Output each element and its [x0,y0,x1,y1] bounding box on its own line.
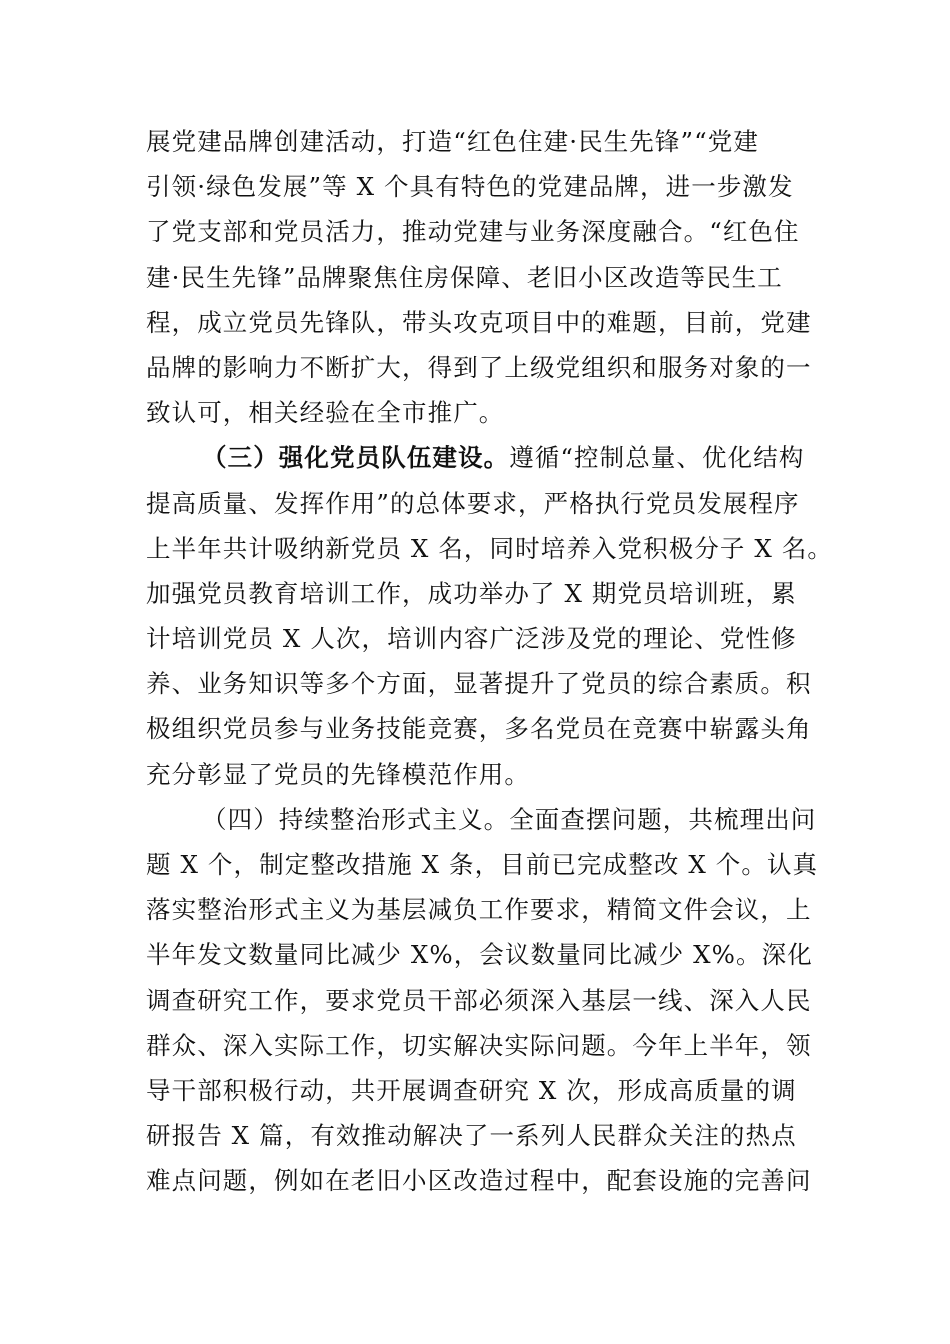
text-line: 调查研究工作，要求党员干部必须深入基层一线、深入人民 [146,985,812,1015]
text-line: 引领·绿色发展”等 X 个具有特色的党建品牌，进一步激发 [146,172,794,202]
text-line: 题 X 个，制定整改措施 X 条，目前已完成整改 X 个。认真 [146,850,819,879]
paragraph-1 [146,119,810,435]
text-line: 难点问题，例如在老旧小区改造过程中，配套设施的完善问 [146,1166,812,1196]
text-line: 群众、深入实际工作，切实解决实际问题。今年上半年，领 [146,1030,812,1060]
text-line: 展党建品牌创建活动，打造“红色住建·民生先锋”“党建 [146,127,759,156]
text-line: 导干部积极行动，共开展调查研究 X 次，形成高质量的调 [146,1075,797,1105]
text-line: 程，成立党员先锋队，带头攻克项目中的难题，目前，党建 [146,307,812,337]
text-line: 充分彰显了党员的先锋模范作用。 [146,759,530,789]
text-line: 品牌的影响力不断扩大，得到了上级党组织和服务对象的一 [146,352,812,382]
paragraph-first-line: （四）持续整治形式主义。全面查摆问题，共梳理出问 [202,804,817,834]
text-line: 上半年共计吸纳新党员 X 名，同时培养入党积极分子 X 名。 [146,533,834,563]
section-heading: （三）强化党员队伍建设。 [202,443,510,473]
text-line: 计培训党员 X 人次，培训内容广泛涉及党的理论、党性修 [146,624,797,654]
document-page [146,119,834,1204]
text-run: 遵循“控制总量、优化结构 [509,443,805,473]
text-line: 致认可，相关经验在全市推广。 [146,398,505,428]
text-line: 加强党员教育培训工作，成功举办了 X 期党员培训班，累 [146,578,797,608]
text-line: 建·民生先锋”品牌聚焦住房保障、老旧小区改造等民生工 [146,262,783,292]
text-line: 落实整治形式主义为基层减负工作要求，精简文件会议，上 [146,895,812,925]
text-line: 研报告 X 篇，有效推动解决了一系列人民群众关注的热点 [146,1121,797,1151]
paragraph-2 [146,435,834,797]
text-line: 了党支部和党员活力，推动党建与业务深度融合。“红色住 [146,217,800,247]
text-line: 极组织党员参与业务技能竞赛，多名党员在竞赛中崭露头角 [146,714,812,744]
paragraph-first-line [146,435,810,480]
text-line: 半年发文数量同比减少 X%，会议数量同比减少 X%。深化 [146,940,813,970]
text-line: 养、业务知识等多个方面，显著提升了党员的综合素质。积 [146,669,812,699]
text-line: 提高质量、发挥作用”的总体要求，严格执行党员发展程序 [146,488,800,518]
paragraph-3 [146,797,819,1204]
